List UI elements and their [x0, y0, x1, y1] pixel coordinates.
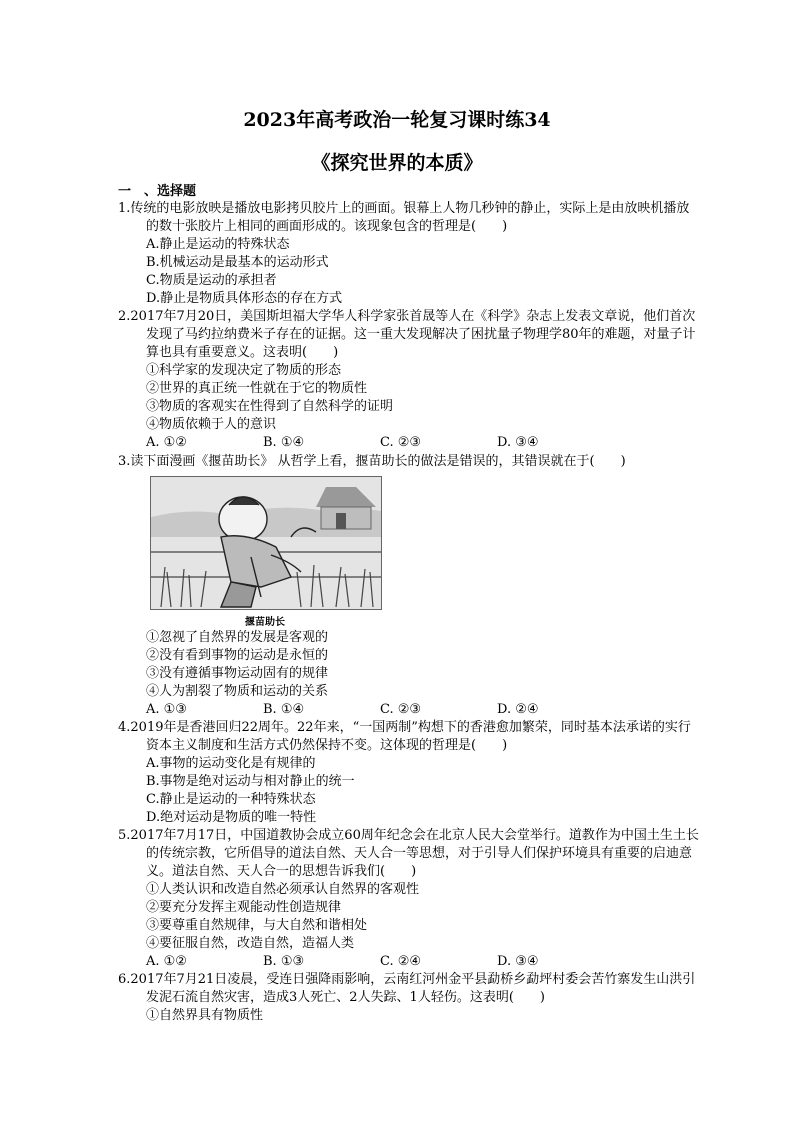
choice-a: A. ①② — [146, 954, 187, 969]
choice-d: D. ③④ — [497, 435, 539, 450]
choice-b: B. ①④ — [263, 702, 305, 717]
statement-3: ③要尊重自然规律，与大自然和谐相处 — [146, 918, 368, 933]
statement-4: ④要征服自然，改造自然，造福人类 — [146, 936, 355, 951]
question-stem: 6.2017年7月21日凌晨，受连日强降雨影响，云南红河州金平县勐桥乡勐坪村委会苦竹寨发生山洪引发泥石流自然灾害，造成3人死亡、2人失踪、1人轻伤。这表明( ) — [118, 972, 696, 1005]
question-stem: 4.2019年是香港回归22周年。22年来，“一国两制”构想下的香港愈加繁荣，同时基本法承诺的实行资本主义制度和生活方式仍然保持不变。这体现的哲理是( ) — [118, 720, 691, 753]
choice-row — [118, 701, 700, 719]
choice-b: B. ①④ — [263, 435, 305, 450]
statement-2: ②要充分发挥主观能动性创造规律 — [146, 900, 342, 915]
choice-a: A. ①② — [146, 435, 187, 450]
choice-b: B. ①③ — [263, 954, 305, 969]
question-stem: 1.传统的电影放映是播放电影拷贝胶片上的画面。银幕上人物几秒钟的静止，实际上是由放映机播放的数十张胶片上相同的画面形成的。该现象包含的哲理是( ) — [118, 201, 690, 234]
statement-1: ①忽视了自然界的发展是客观的 — [146, 630, 329, 645]
choice-row — [118, 953, 700, 971]
option-b: B.机械运动是最基本的运动形式 — [146, 255, 329, 270]
question-5 — [118, 827, 700, 971]
statement-1: ①人类认识和改造自然必须承认自然界的客观性 — [146, 882, 420, 897]
statement-1: ①科学家的发现决定了物质的形态 — [146, 363, 342, 378]
statement-4: ④物质依赖于人的意识 — [146, 417, 277, 432]
section-heading: 一 、选择题 — [118, 184, 197, 199]
choice-c: C. ②③ — [380, 702, 422, 717]
question-6 — [118, 971, 700, 1025]
choice-a: A. ①③ — [146, 702, 187, 717]
statement-2: ②没有看到事物的运动是永恒的 — [146, 648, 329, 663]
figure-caption: 揠苗助长 — [245, 617, 285, 628]
cartoon-image — [150, 476, 382, 610]
option-a: A.静止是运动的特殊状态 — [146, 237, 290, 252]
document-subtitle: 《探究世界的本质》 — [311, 152, 483, 174]
question-stem: 3.读下面漫画《揠苗助长》 从哲学上看，揠苗助长的做法是错误的，其错误就在于( ) — [118, 454, 626, 469]
question-stem: 2.2017年7月20日，美国斯坦福大学华人科学家张首晟等人在《科学》杂志上发表文章说，他们首次发现了马约拉纳费米子存在的证据。这一重大发现解决了困扰量子物理学80年的难题，对量子计算也具有重要意义。这表明( ) — [118, 309, 696, 360]
farmer-pulling-seedlings-illustration — [151, 477, 381, 609]
question-stem: 5.2017年7月17日，中国道教协会成立60周年纪念会在北京人民大会堂举行。道教作为中国土生土长的传统宗教，它所倡导的道法自然、天人合一等思想，对于引导人们保护环境具有重要的启迪意义。道法自然、天人合一的思想告诉我们( ) — [118, 828, 699, 879]
option-c: C.静止是运动的一种特殊状态 — [146, 792, 316, 807]
option-d: D.静止是物质具体形态的存在方式 — [146, 291, 343, 306]
choice-c: C. ②④ — [380, 954, 422, 969]
option-b: B.事物是绝对运动与相对静止的统一 — [146, 774, 355, 789]
option-c: C.物质是运动的承担者 — [146, 273, 277, 288]
question-2 — [118, 308, 700, 452]
document-title: 2023年高考政治一轮复习课时练34 — [243, 109, 551, 131]
statement-2: ②世界的真正统一性就在于它的物质性 — [146, 381, 368, 396]
option-a: A.事物的运动变化是有规律的 — [146, 756, 316, 771]
question-3 — [118, 453, 700, 471]
question-3-options — [118, 629, 700, 719]
choice-d: D. ②④ — [497, 702, 539, 717]
option-d: D.绝对运动是物质的唯一特性 — [146, 810, 317, 825]
statement-3: ③物质的客观实在性得到了自然科学的证明 — [146, 399, 394, 414]
question-4 — [118, 719, 700, 827]
statement-4: ④人为割裂了物质和运动的关系 — [146, 684, 329, 699]
statement-3: ③没有遵循事物运动固有的规律 — [146, 666, 329, 681]
choice-row — [118, 434, 700, 452]
statement-1: ①自然界具有物质性 — [146, 1008, 264, 1023]
choice-c: C. ②③ — [380, 435, 422, 450]
choice-d: D. ③④ — [497, 954, 539, 969]
question-1 — [118, 200, 700, 308]
